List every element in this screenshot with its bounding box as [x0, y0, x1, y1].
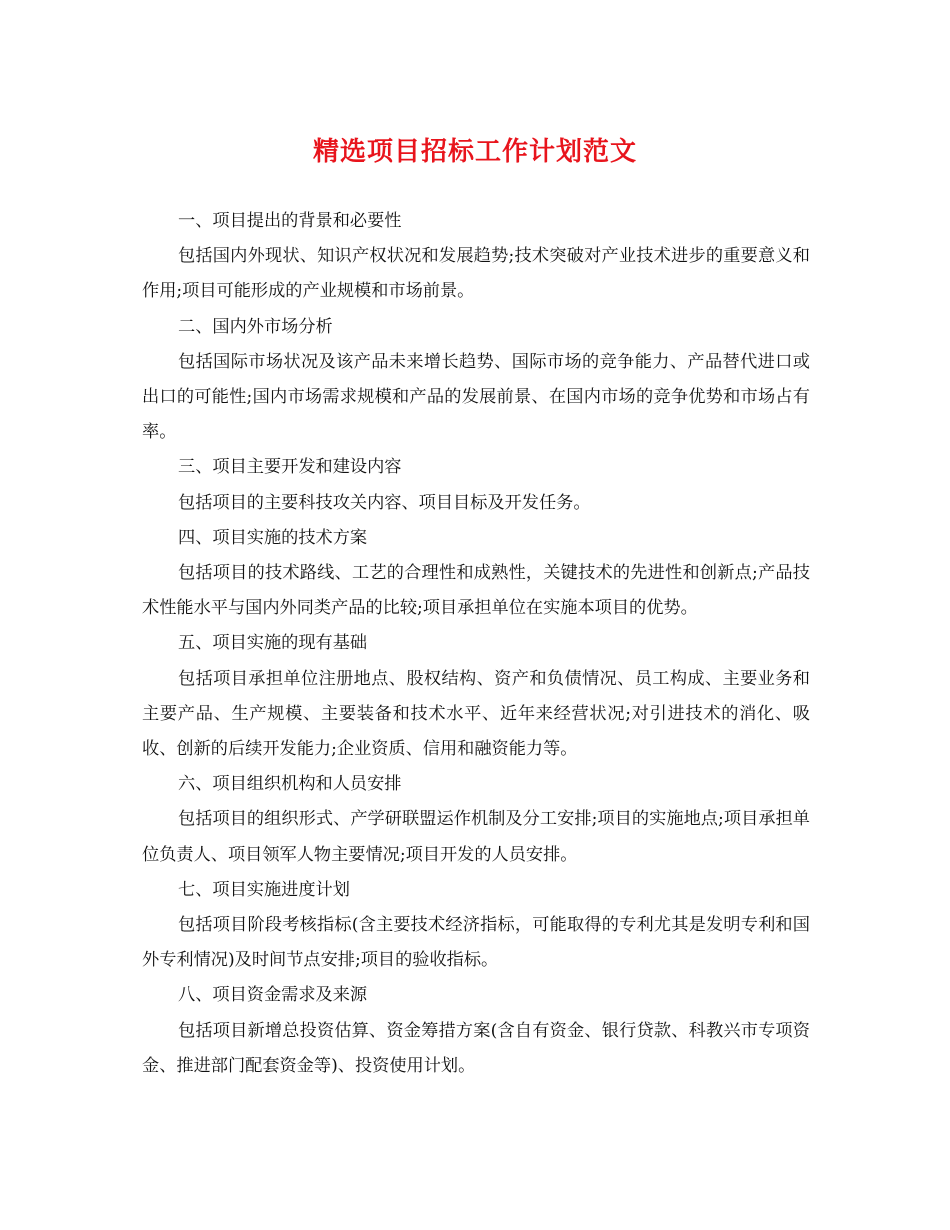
- document-body: [142, 204, 810, 1084]
- section-paragraph-5: 包括项目承担单位注册地点、股权结构、资产和负债情况、员工构成、主要业务和主要产品、生产规模、主要装备和技术水平、近年来经营状况;对引进技术的消化、吸收、创新的后续开发能力;企业资质、信用和融资能力等。: [142, 668, 810, 760]
- section-heading-3: 三、项目主要开发和建设内容: [178, 457, 402, 478]
- section-heading-8: 八、项目资金需求及来源: [178, 985, 368, 1006]
- section-heading-5: 五、项目实施的现有基础: [178, 633, 368, 654]
- section-paragraph-4: 包括项目的技术路线、工艺的合理性和成熟性，关键技术的先进性和创新点;产品技术性能水平与国内外同类产品的比较;项目承担单位在实施本项目的优势。: [142, 563, 810, 619]
- section-paragraph-2: 包括国际市场状况及该产品未来增长趋势、国际市场的竞争能力、产品替代进口或出口的可能性;国内市场需求规模和产品的发展前景、在国内市场的竞争优势和市场占有率。: [142, 351, 810, 443]
- section-paragraph-8: 包括项目新增总投资估算、资金筹措方案(含自有资金、银行贷款、科教兴市专项资金、推进部门配套资金等)、投资使用计划。: [142, 1020, 810, 1076]
- document-title: 精选项目招标工作计划范文: [312, 137, 637, 167]
- section-heading-4: 四、项目实施的技术方案: [178, 527, 368, 548]
- section-paragraph-6: 包括项目的组织形式、产学研联盟运作机制及分工安排;项目的实施地点;项目承担单位负责人、项目领军人物主要情况;项目开发的人员安排。: [142, 809, 810, 865]
- section-paragraph-3: 包括项目的主要科技攻关内容、项目目标及开发任务。: [178, 492, 591, 513]
- section-heading-6: 六、项目组织机构和人员安排: [178, 774, 402, 795]
- section-paragraph-1: 包括国内外现状、知识产权状况和发展趋势;技术突破对产业技术进步的重要意义和作用;项目可能形成的产业规模和市场前景。: [142, 246, 810, 302]
- section-heading-7: 七、项目实施进度计划: [178, 879, 350, 900]
- section-heading-1: 一、项目提出的背景和必要性: [178, 211, 402, 231]
- section-paragraph-7: 包括项目阶段考核指标(含主要技术经济指标，可能取得的专利尤其是发明专利和国外专利情况)及时间节点安排;项目的验收指标。: [142, 915, 810, 971]
- section-heading-2: 二、国内外市场分析: [178, 316, 333, 337]
